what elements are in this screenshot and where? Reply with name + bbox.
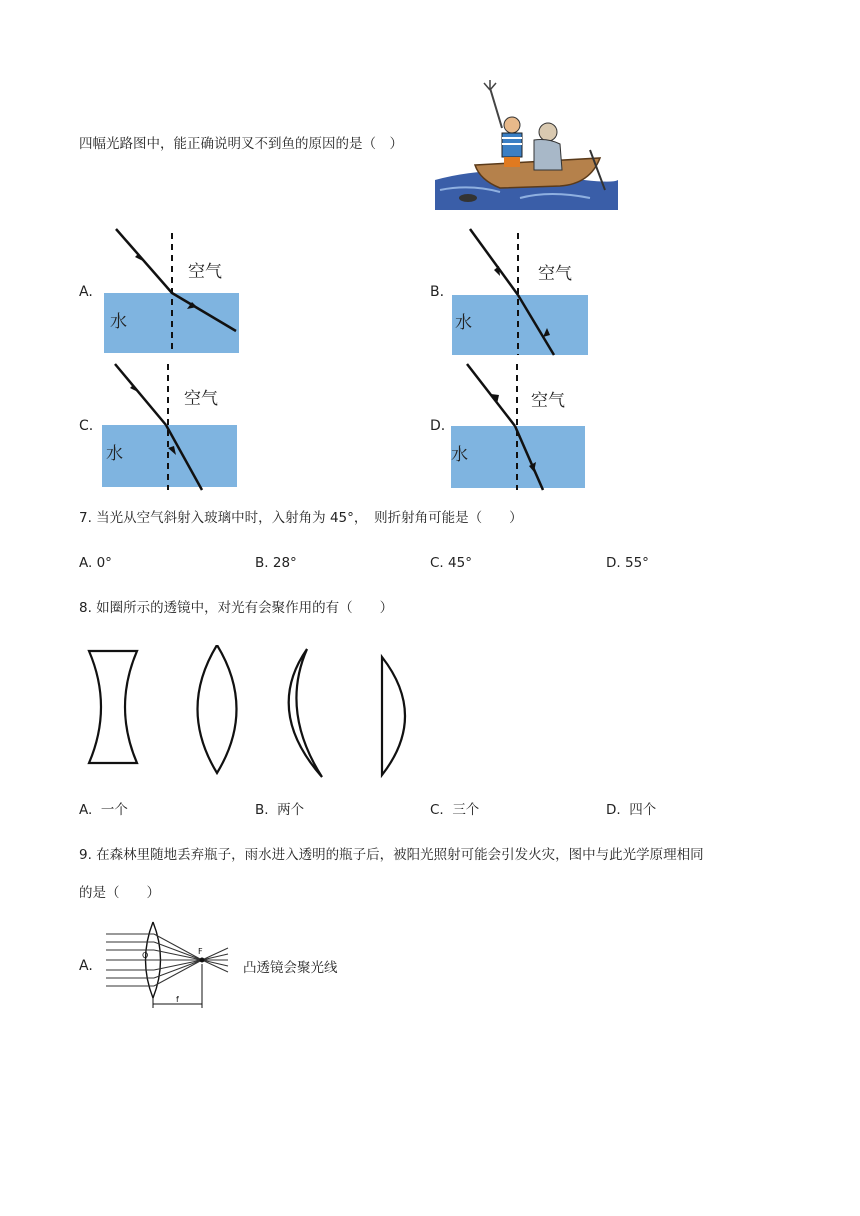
q6-a-water-label: 水 [110,312,127,332]
meniscus-lens-icon [289,649,322,777]
q6-c-water-label: 水 [106,444,123,464]
q7-b-text: 28° [272,555,297,571]
q8-d-text: 四个 [629,802,657,818]
q6-option-c-letter: C. [79,418,94,434]
q8-option-b [255,800,304,820]
q6-stem: 四幅光路图中，能正确说明叉不到鱼的原因的是（ ） [79,136,403,152]
q6-b-water-label: 水 [455,313,472,333]
q7-stem: 7. 当光从空气斜射入玻璃中时，入射角为 45°， 则折射角可能是（ ） [79,510,523,526]
q8-lenses-figure [80,645,420,780]
q8-c-letter: C. [430,802,444,818]
q9-stem-line2: 的是（ ） [79,885,160,901]
q8-b-text: 两个 [277,802,305,818]
q8-option-a [79,800,128,820]
q6-option-d-letter: D. [430,418,446,434]
q6-d-air-label: 空气 [531,391,565,411]
q6-option-b-letter: B. [430,284,445,300]
q8-option-c [430,800,479,820]
q6-option-a-letter: A. [79,284,93,300]
q7-c-text: 45° [448,555,472,571]
q8-stem: 8. 如圈所示的透镜中，对光有会聚作用的有（ ） [79,600,394,616]
q8-c-text: 三个 [452,802,480,818]
q7-a-text: 0° [96,555,112,571]
q7-option-d [606,553,649,573]
q6-option-c-diagram [98,360,243,495]
q7-b-letter: B. [255,555,269,571]
q7-option-c [430,553,472,573]
q8-option-d [606,800,656,820]
q6-a-air-label: 空气 [188,262,222,282]
q6-b-air-label: 空气 [538,264,572,284]
q7-a-letter: A. [79,555,93,571]
q9-a-caption: 凸透镜会聚光线 [243,960,338,976]
q6-c-air-label: 空气 [184,389,218,409]
focus-point-label: F [198,947,203,956]
lens-center-label: O [142,951,149,960]
q6-option-a-diagram [100,225,245,360]
q7-d-text: 55° [624,555,649,571]
q8-a-text: 一个 [100,802,128,818]
focal-length-label: f [176,995,179,1004]
q9-option-a-letter: A. [79,958,93,974]
q8-a-letter: A. [79,802,93,818]
fisherman-spearing-fish-illustration [430,80,620,215]
concave-lens-icon [89,651,137,763]
q7-option-b [255,553,297,573]
q7-option-a [79,553,112,573]
biconvex-lens-icon [198,645,237,773]
q9-convex-lens-focusing-diagram [100,920,235,1012]
q9-stem-line1: 9. 在森林里随地丢弃瓶子，雨水进入透明的瓶子后，被阳光照射可能会引发火灾，图中与此光学原理相同 [79,847,704,863]
plano-convex-lens-icon [382,657,405,775]
q6-d-water-label: 水 [451,445,468,465]
q8-d-letter: D. [606,802,621,818]
q7-d-letter: D. [606,555,621,571]
q7-c-letter: C. [430,555,444,571]
q8-b-letter: B. [255,802,269,818]
q6-option-b-diagram [450,225,595,360]
q6-option-d-diagram [449,360,594,495]
